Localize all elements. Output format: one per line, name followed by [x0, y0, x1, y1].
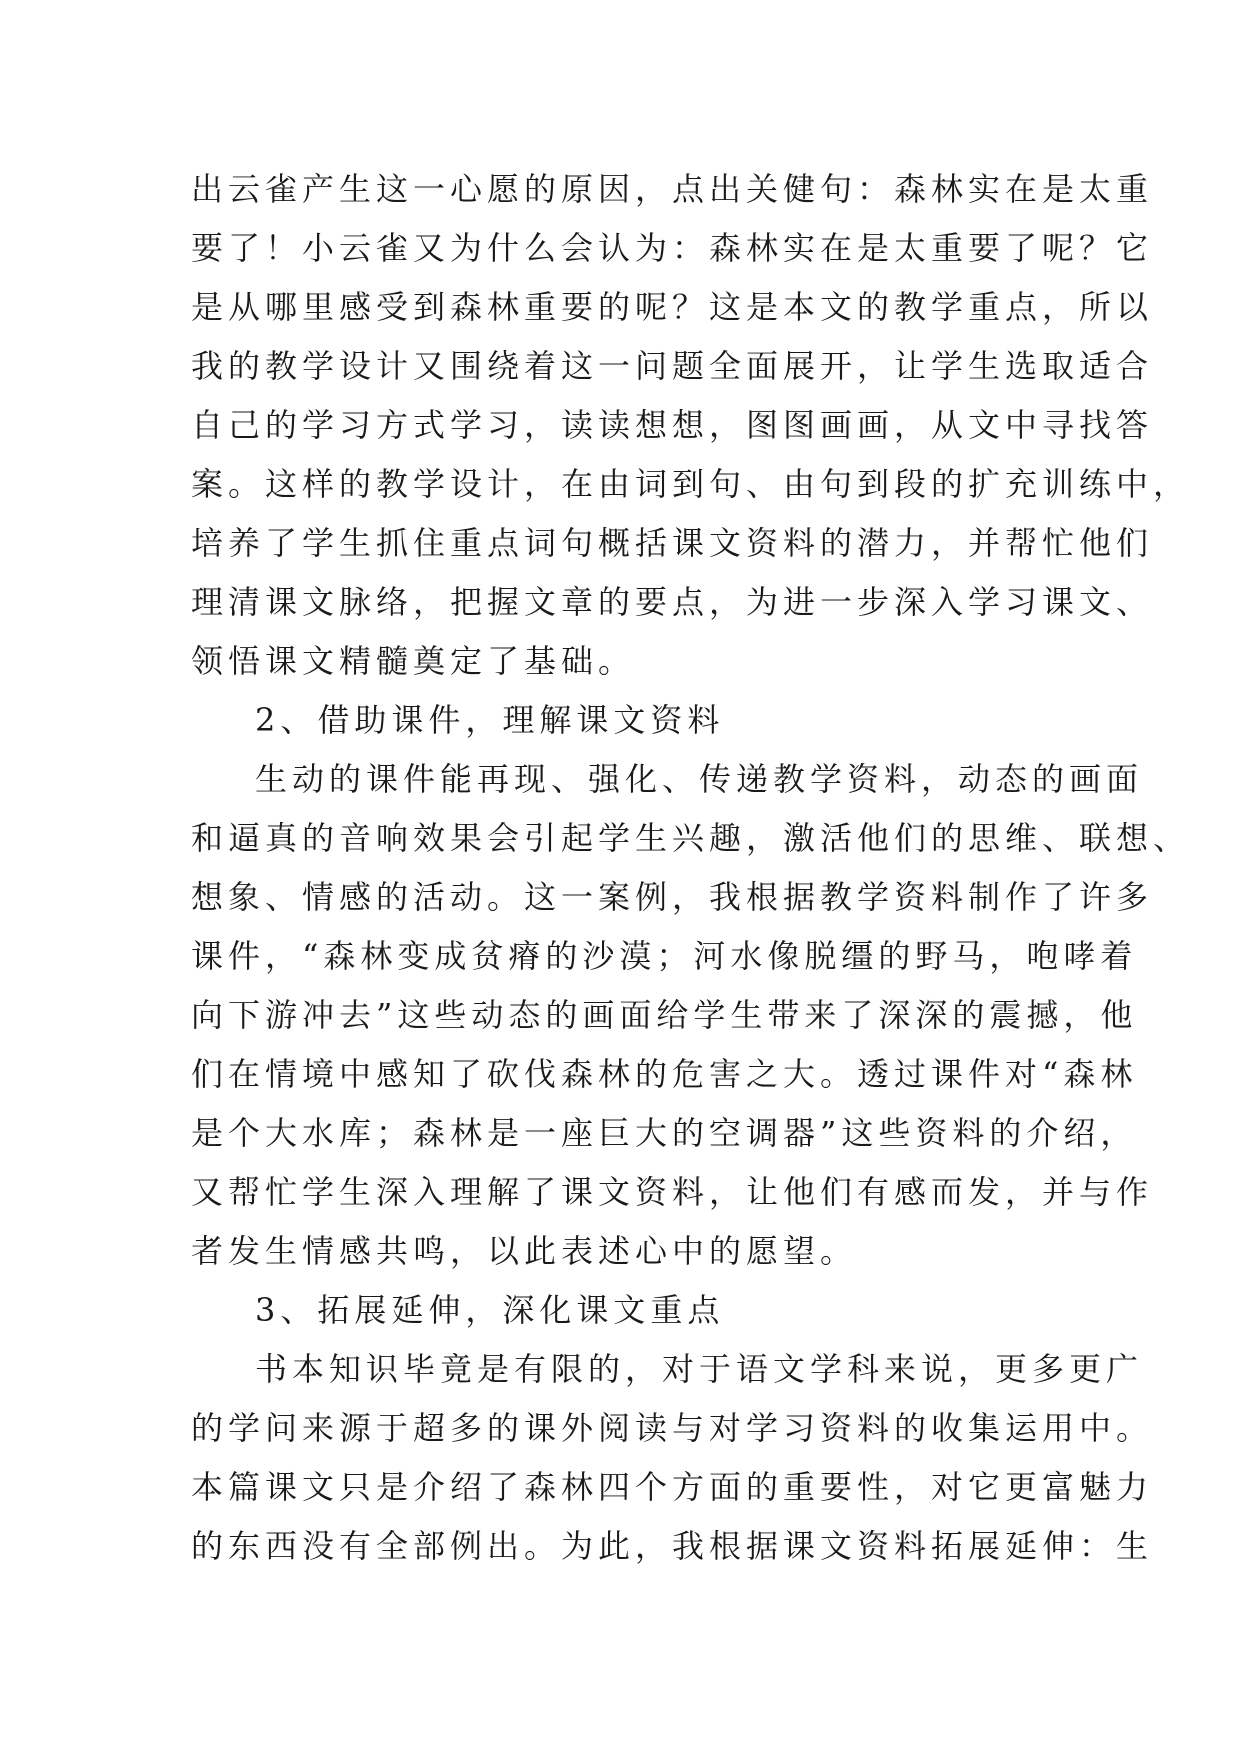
text-line: 者发生情感共鸣，以此表述心中的愿望。	[191, 1232, 858, 1270]
text-line: 理清课文脉络，把握文章的要点，为进一步深入学习课文、	[191, 583, 1154, 621]
body-text	[191, 160, 1191, 1576]
text-line: 是从哪里感受到森林重要的呢？这是本文的教学重点，所以	[191, 288, 1154, 326]
text-line: 自己的学习方式学习，读读想想，图图画画，从文中寻找答	[191, 406, 1154, 444]
text-line: 想象、情感的活动。这一案例，我根据教学资料制作了许多	[191, 878, 1154, 916]
text-line: 和逼真的音响效果会引起学生兴趣，激活他们的思维、联想、	[191, 819, 1191, 857]
text-line: 向下游冲去”这些动态的画面给学生带来了深深的震撼，他	[191, 996, 1138, 1034]
text-line: 的学问来源于超多的课外阅读与对学习资料的收集运用中。	[191, 1409, 1154, 1447]
text-line: 我的教学设计又围绕着这一问题全面展开，让学生选取适合	[191, 347, 1154, 385]
text-line: 生动的课件能再现、强化、传递教学资料，动态的画面	[255, 760, 1144, 798]
text-line: 本篇课文只是介绍了森林四个方面的重要性，对它更富魅力	[191, 1468, 1154, 1506]
text-line: 是个大水库；森林是一座巨大的空调器”这些资料的介绍，	[191, 1114, 1138, 1152]
text-line: 领悟课文精髓奠定了基础。	[191, 642, 636, 680]
text-line: 课件，“森林变成贫瘠的沙漠；河水像脱缰的野马，咆哮着	[191, 937, 1138, 975]
text-line: 的东西没有全部例出。为此，我根据课文资料拓展延伸：生	[191, 1527, 1154, 1565]
text-line: 要了！小云雀又为什么会认为：森林实在是太重要了呢？它	[191, 229, 1154, 267]
text-line: 培养了学生抓住重点词句概括课文资料的潜力，并帮忙他们	[191, 524, 1154, 562]
text-line: 又帮忙学生深入理解了课文资料，让他们有感而发，并与作	[191, 1173, 1154, 1211]
text-line: 出云雀产生这一心愿的原因，点出关健句：森林实在是太重	[191, 170, 1154, 208]
section-heading: 3、拓展延伸，深化课文重点	[255, 1291, 725, 1329]
text-line: 书本知识毕竟是有限的，对于语文学科来说，更多更广	[255, 1350, 1144, 1388]
text-line: 们在情境中感知了砍伐森林的危害之大。透过课件对“森林	[191, 1055, 1138, 1093]
section-heading: 2、借助课件，理解课文资料	[255, 701, 725, 739]
text-line: 案。这样的教学设计，在由词到句、由句到段的扩充训练中，	[191, 465, 1191, 503]
